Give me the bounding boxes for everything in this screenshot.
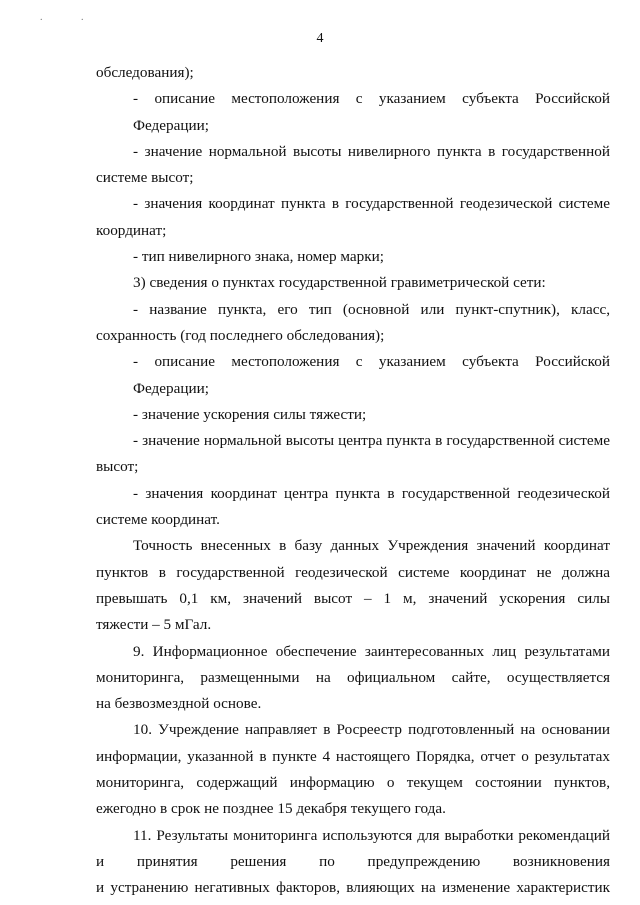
text-line: на безвозмездной основе. xyxy=(96,695,262,713)
text-line: превышать 0,1 км, значений высот – 1 м, значений ускорения силы xyxy=(96,589,610,607)
text-line: 11. Результаты мониторинга используются для выработки рекомендаций xyxy=(133,826,610,844)
text-line: - значение нормальной высоты нивелирного пункта в государственной xyxy=(133,142,610,160)
text-line: обследования); xyxy=(96,64,194,81)
text-line: мониторинга, содержащий информацию о текущем состоянии пунктов, xyxy=(96,774,610,792)
text-line: пунктов в государственной геодезической системе координат не должна xyxy=(96,563,610,581)
text-line: 9. Информационное обеспечение заинтересованных лиц результатами xyxy=(133,642,610,660)
text-line: - описание местоположения с указанием субъекта Российской Федерации; xyxy=(133,353,610,397)
text-line: Точность внесенных в базу данных Учреждения значений координат xyxy=(133,537,610,555)
page-number: 4 xyxy=(316,31,324,46)
text-line: - тип нивелирного знака, номер марки; xyxy=(133,248,384,266)
text-line: системе высот; xyxy=(96,169,194,187)
text-line: системе координат. xyxy=(96,511,220,529)
text-line: - значения координат центра пункта в государственной геодезической xyxy=(133,484,610,502)
text-line: 10. Учреждение направляет в Росреестр подготовленный на основании xyxy=(133,721,610,739)
text-line: координат; xyxy=(96,221,167,239)
text-line: и устранению негативных факторов, влияющих на изменение характеристик xyxy=(96,879,610,897)
text-line: мониторинга, размещенными на официальном сайте, осуществляется xyxy=(96,668,610,686)
text-line: 3) сведения о пунктах государственной гравиметрической сети: xyxy=(133,274,546,292)
text-line: ежегодно в срок не позднее 15 декабря текущего года. xyxy=(96,800,446,818)
document-body xyxy=(96,60,610,902)
text-line: - значение нормальной высоты центра пункта в государственной системе xyxy=(133,432,610,450)
text-line: - значения координат пункта в государственной геодезической системе xyxy=(133,195,610,213)
text-line: - значение ускорения силы тяжести; xyxy=(133,405,367,423)
text-line: сохранность (год последнего обследования); xyxy=(96,326,385,344)
text-line: высот; xyxy=(96,458,139,476)
text-line: тяжести – 5 мГал. xyxy=(96,616,212,634)
text-line: информации, указанной в пункте 4 настоящего Порядка, отчет о результатах xyxy=(96,747,610,765)
scan-marks: . . xyxy=(40,12,102,23)
text-line: - название пункта, его тип (основной или пункт-спутник), класс, xyxy=(133,300,610,318)
text-line: и принятия решения по предупреждению возникновения xyxy=(96,852,610,870)
text-line: - описание местоположения с указанием субъекта Российской Федерации; xyxy=(133,90,610,134)
